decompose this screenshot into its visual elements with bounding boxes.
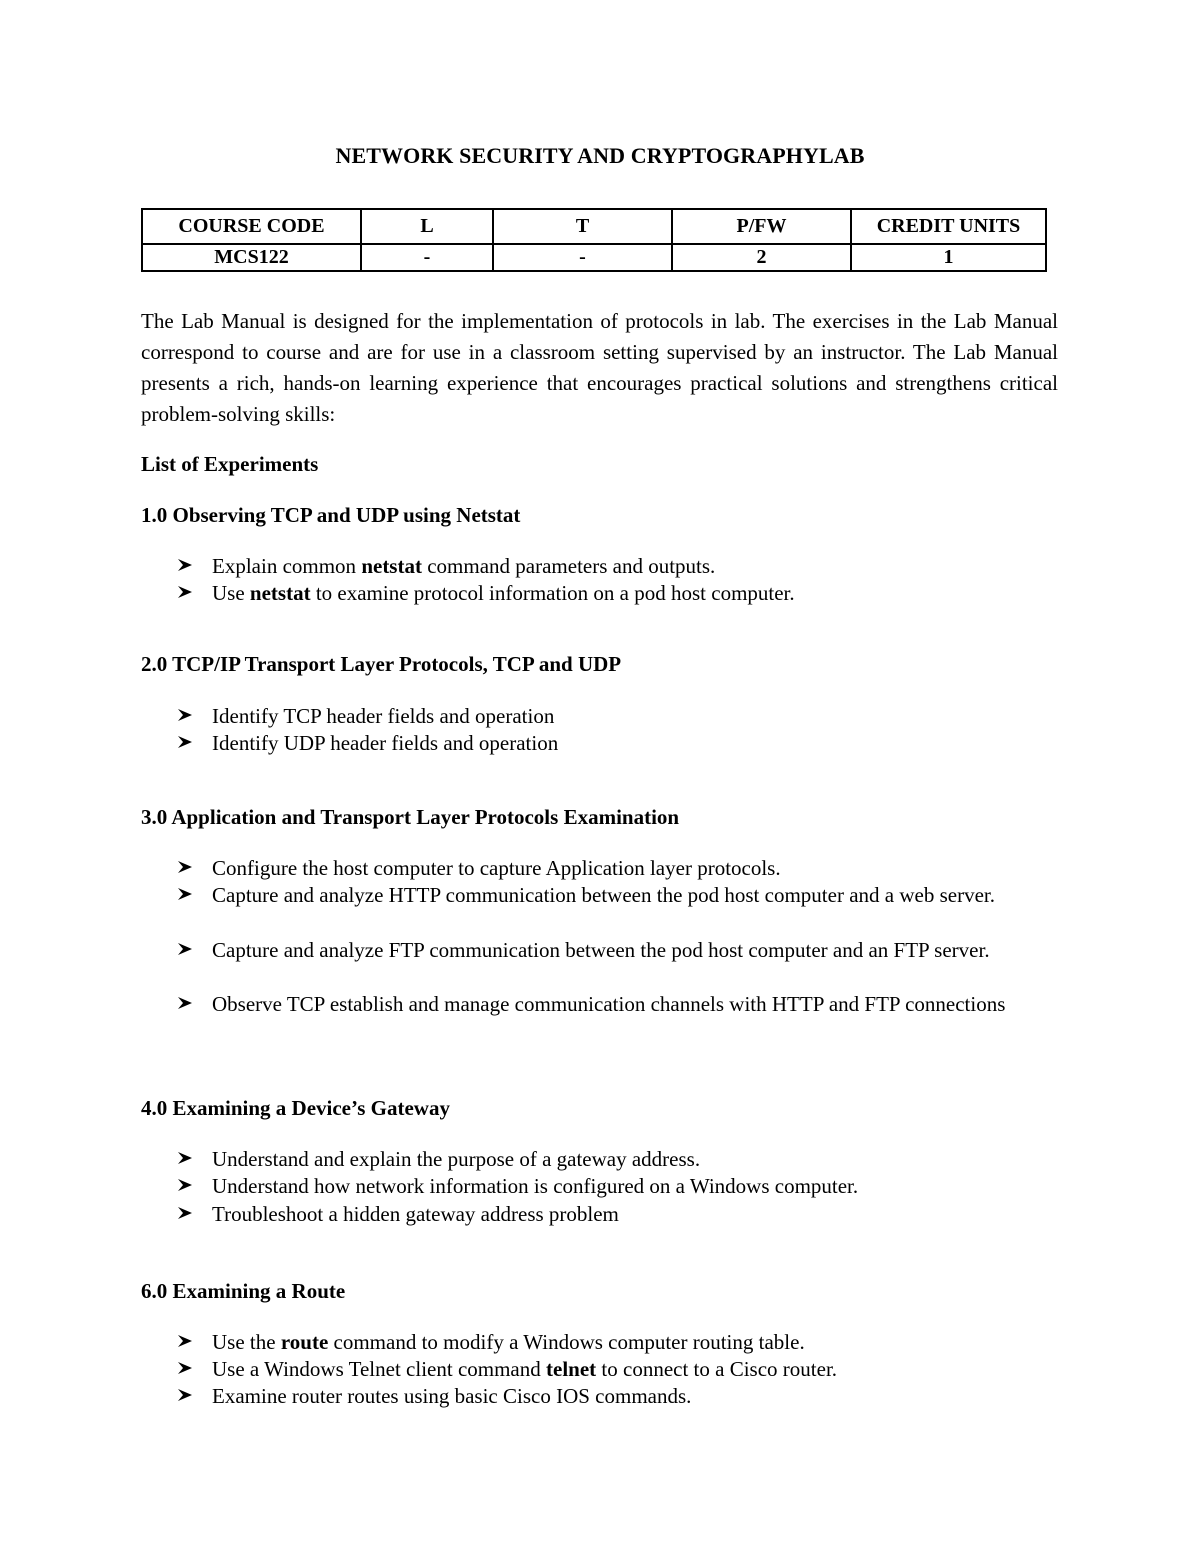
- arrowhead-bullet-icon: [176, 1146, 200, 1173]
- list-item: [176, 1146, 1036, 1173]
- list-item-text: Understand and explain the purpose of a gateway address.: [212, 1147, 701, 1171]
- arrowhead-bullet-icon: [176, 937, 200, 964]
- list-item: [176, 855, 1036, 882]
- table-row: [142, 244, 1046, 271]
- section-heading: 3.0 Application and Transport Layer Protocols Examination: [141, 805, 680, 829]
- header-pfw: P/FW: [672, 209, 851, 244]
- arrowhead-bullet-icon: [176, 991, 200, 1018]
- header-t: T: [493, 209, 672, 244]
- list-item-text: command parameters and outputs.: [421, 554, 716, 578]
- list-item: [176, 937, 1036, 964]
- table-header-row: [142, 209, 1046, 244]
- list-item: [176, 991, 1036, 1018]
- list-item-text: Troubleshoot a hidden gateway address problem: [212, 1202, 619, 1226]
- header-l: L: [361, 209, 493, 244]
- list-item: [176, 1329, 1036, 1356]
- list-item: [176, 882, 1036, 909]
- document-title: NETWORK SECURITY AND CRYPTOGRAPHYLAB: [335, 143, 865, 168]
- arrowhead-bullet-icon: [176, 1356, 200, 1383]
- section-heading: 4.0 Examining a Device’s Gateway: [141, 1096, 450, 1120]
- list-item-text: Use a Windows Telnet client command: [212, 1357, 547, 1381]
- list-item-text: to examine protocol information on a pod host computer.: [310, 581, 795, 605]
- command-name: route: [280, 1330, 329, 1354]
- list-item-text: to connect to a Cisco router.: [596, 1357, 838, 1381]
- arrowhead-bullet-icon: [176, 882, 200, 909]
- list-item-text: Identify UDP header fields and operation: [212, 731, 559, 755]
- list-item: [176, 1383, 1036, 1410]
- list-item-text: Use: [212, 581, 250, 605]
- value-course-code: MCS122: [142, 244, 361, 271]
- section-heading: 2.0 TCP/IP Transport Layer Protocols, TCP and UDP: [141, 652, 622, 676]
- list-item: [176, 1356, 1036, 1383]
- list-item-text: Capture and analyze HTTP communication between the pod host computer and a web server.: [212, 883, 995, 907]
- arrowhead-bullet-icon: [176, 1173, 200, 1200]
- command-name: netstat: [361, 554, 422, 578]
- command-name: netstat: [249, 581, 311, 605]
- command-name: telnet: [546, 1357, 597, 1381]
- arrowhead-bullet-icon: [176, 703, 200, 730]
- list-item-text: Configure the host computer to capture Application layer protocols.: [212, 856, 781, 880]
- value-pfw: 2: [672, 244, 851, 271]
- list-heading: List of Experiments: [141, 452, 319, 476]
- intro-paragraph: The Lab Manual is designed for the implementation of protocols in lab. The exercises in the Lab Manual correspond to course and are for use in a classroom setting supervised by an instructor. The Lab Manual presents a rich, hands-on learning experience that encourages practical solutions and strengthens critical problem-solving skills:: [141, 309, 1058, 426]
- list-item-text: command to modify a Windows computer routing table.: [328, 1330, 805, 1354]
- value-t: -: [493, 244, 672, 271]
- list-item-text: Capture and analyze FTP communication between the pod host computer and an FTP server.: [212, 938, 990, 962]
- list-item: [176, 1173, 1036, 1200]
- list-item: [176, 580, 1036, 607]
- value-credit-units: 1: [851, 244, 1046, 271]
- arrowhead-bullet-icon: [176, 730, 200, 757]
- header-credit-units: CREDIT UNITS: [851, 209, 1046, 244]
- list-item-text: Identify TCP header fields and operation: [212, 704, 555, 728]
- list-item: [176, 1201, 1036, 1228]
- list-item: [176, 553, 1036, 580]
- arrowhead-bullet-icon: [176, 1383, 200, 1410]
- list-item: [176, 703, 1036, 730]
- section-heading: 1.0 Observing TCP and UDP using Netstat: [141, 503, 521, 527]
- value-l: -: [361, 244, 493, 271]
- list-item: [176, 730, 1036, 757]
- list-item-text: Explain common: [212, 554, 362, 578]
- list-item-text: Use the: [212, 1330, 281, 1354]
- arrowhead-bullet-icon: [176, 580, 200, 607]
- arrowhead-bullet-icon: [176, 1329, 200, 1356]
- arrowhead-bullet-icon: [176, 553, 200, 580]
- list-item-text: Examine router routes using basic Cisco IOS commands.: [212, 1384, 692, 1408]
- arrowhead-bullet-icon: [176, 855, 200, 882]
- list-item-text: Understand how network information is configured on a Windows computer.: [212, 1174, 859, 1198]
- course-info-table: [141, 208, 1047, 272]
- arrowhead-bullet-icon: [176, 1201, 200, 1228]
- section-heading: 6.0 Examining a Route: [141, 1279, 346, 1303]
- header-course-code: COURSE CODE: [142, 209, 361, 244]
- list-item-text: Observe TCP establish and manage communication channels with HTTP and FTP connections: [212, 992, 1006, 1016]
